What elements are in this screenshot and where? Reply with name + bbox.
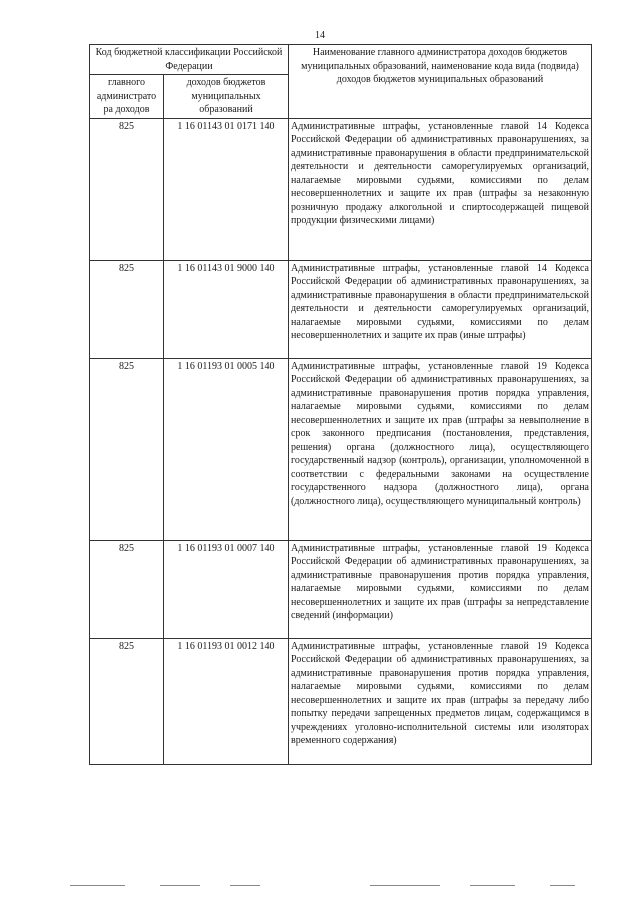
header-row-top bbox=[90, 45, 592, 75]
cell-description: Административные штрафы, установленные главой 19 Кодекса Российской Федерации об административных правонарушениях, за административные правонарушения против порядка управления, налагаемые мировыми судьями, комиссиями по делам несовершеннолетних и защите их прав (штрафы за невыполнение в срок законного предписания (постановления, представления, решения) органа (должностного лица), осуществляющего государственный надзор (контроль), организации, уполномоченной в соответствии с федеральными законами на осуществление государственного надзора (должностного лица), органа (должностного лица), осуществляющего муниципальный контроль) bbox=[289, 358, 592, 540]
table-row bbox=[90, 540, 592, 638]
cell-admin: 825 bbox=[90, 118, 164, 260]
page-number: 14 bbox=[315, 30, 325, 41]
cell-admin: 825 bbox=[90, 638, 164, 764]
header-name-column: Наименование главного администратора доходов бюджетов муниципальных образований, наименование кода вида (подвида) доходов бюджетов муниципальных образований bbox=[289, 45, 592, 119]
header-admin-column: главного администрато ра доходов bbox=[90, 75, 164, 119]
table-row bbox=[90, 118, 592, 260]
cell-code: 1 16 01143 01 0171 140 bbox=[164, 118, 289, 260]
cell-description: Административные штрафы, установленные главой 19 Кодекса Российской Федерации об административных правонарушениях, за административные правонарушения против порядка управления, налагаемые мировыми судьями, комиссиями по делам несовершеннолетних и защите их прав (штрафы за передачу либо попытку передачи запрещенных предметов лицам, содержащимся в учреждениях уголовно-исполнительной системы или изоляторах временного содержания) bbox=[289, 638, 592, 764]
header-code-column: доходов бюджетов муниципальных образований bbox=[164, 75, 289, 119]
cell-description: Административные штрафы, установленные главой 19 Кодекса Российской Федерации об административных правонарушениях, за административные правонарушения против порядка управления, налагаемые мировыми судьями, комиссиями по делам несовершеннолетних и защите их прав (штрафы за непредставление сведений (информации) bbox=[289, 540, 592, 638]
cell-description: Административные штрафы, установленные главой 14 Кодекса Российской Федерации об административных правонарушениях, за административные правонарушения в области предпринимательской деятельности и деятельности саморегулируемых организаций, налагаемые мировыми судьями, комиссиями по делам несовершеннолетних и защите их прав (иные штрафы) bbox=[289, 260, 592, 358]
scan-artifact-line bbox=[30, 885, 620, 889]
cell-code: 1 16 01143 01 9000 140 bbox=[164, 260, 289, 358]
budget-classification-table bbox=[89, 44, 592, 765]
cell-admin: 825 bbox=[90, 540, 164, 638]
table-row bbox=[90, 260, 592, 358]
cell-code: 1 16 01193 01 0005 140 bbox=[164, 358, 289, 540]
table-row bbox=[90, 638, 592, 764]
table-row bbox=[90, 358, 592, 540]
cell-admin: 825 bbox=[90, 260, 164, 358]
cell-description: Административные штрафы, установленные главой 14 Кодекса Российской Федерации об административных правонарушениях, за административные правонарушения в области предпринимательской деятельности и деятельности саморегулируемых организаций, налагаемые мировыми судьями, комиссиями по делам несовершеннолетних и защите их прав (штрафы за незаконную розничную продажу алкогольной и спиртосодержащей пищевой продукции физическими лицами) bbox=[289, 118, 592, 260]
cell-admin: 825 bbox=[90, 358, 164, 540]
cell-code: 1 16 01193 01 0007 140 bbox=[164, 540, 289, 638]
header-group-title: Код бюджетной классификации Российской Федерации bbox=[90, 45, 289, 75]
cell-code: 1 16 01193 01 0012 140 bbox=[164, 638, 289, 764]
